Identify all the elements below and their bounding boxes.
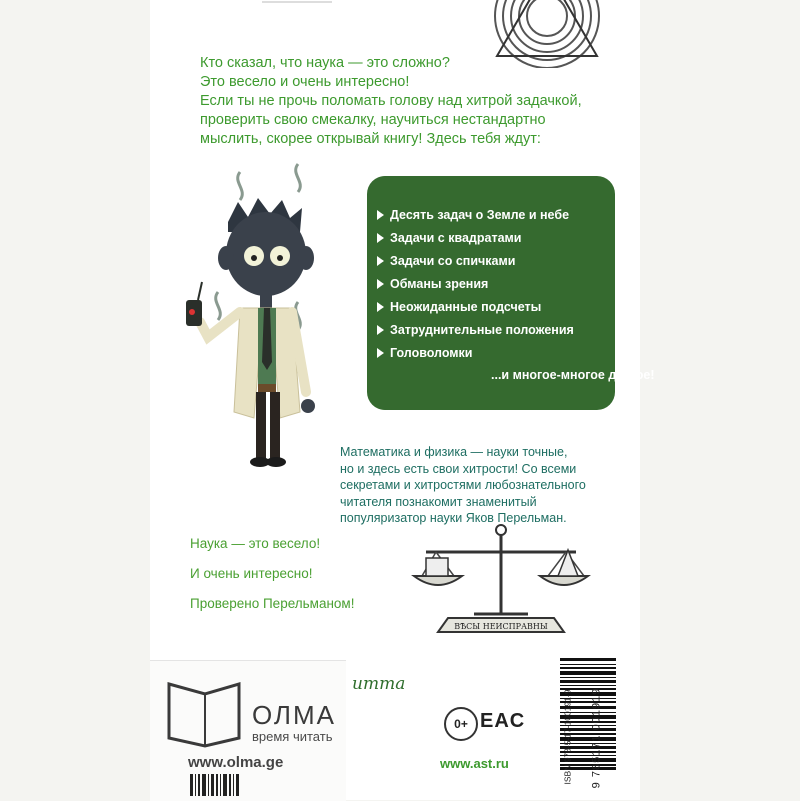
isbn-text: ISBN 978-5-17-100191-9	[562, 689, 573, 785]
barcode-digits: 9 785171 001919	[590, 687, 603, 789]
topic-item	[377, 342, 574, 365]
topic-item	[377, 250, 574, 273]
publisher-script-logo: итта	[352, 674, 406, 694]
topic-item	[377, 296, 574, 319]
description-line: Математика и физика — науки точные,	[340, 445, 568, 459]
description-line: секретами и хитростями любознательного	[340, 478, 586, 492]
bullet-arrow-icon	[377, 233, 384, 243]
description-line: но и здесь есть свои хитрости! Со всеми	[340, 461, 577, 476]
topics-more: ...и многое-многое другое!	[491, 368, 655, 382]
scientist-illustration	[178, 162, 338, 472]
topic-label: Обманы зрения	[390, 277, 489, 291]
balance-scale-illustration	[408, 518, 594, 642]
description-line: читателя познакомит знаменитый	[340, 494, 537, 509]
topic-item	[377, 204, 574, 227]
description-line: популяризатор науки Яков Перельман.	[340, 511, 567, 525]
bullet-arrow-icon	[377, 256, 384, 266]
contents-box	[367, 176, 655, 410]
topic-item	[377, 273, 574, 296]
slogans	[190, 536, 354, 626]
bullet-arrow-icon	[377, 279, 384, 289]
topic-item	[377, 319, 574, 342]
intro-line: Если ты не прочь поломать голову над хитрой задачкой,	[200, 93, 582, 109]
intro-line: Кто сказал, что наука — это сложно?	[200, 55, 450, 71]
topic-label: Неожиданные подсчеты	[390, 300, 542, 314]
intro-line: проверить свою смекалку, научиться нестандартно	[200, 112, 546, 128]
decorative-line	[262, 0, 332, 6]
topic-label: Десять задач о Земле и небе	[390, 208, 570, 222]
topic-label: Задачи со спичками	[390, 254, 516, 268]
sticker-barcode-strip	[190, 774, 250, 796]
eac-certification-mark: EAC	[480, 710, 526, 732]
olma-url: www.olma.ge	[188, 754, 284, 771]
olma-brand-name: ОЛМА	[252, 700, 336, 730]
bullet-arrow-icon	[377, 302, 384, 312]
intro-text	[200, 54, 620, 149]
scale-label: ВѢСЫ НЕИСПРАВНЫ	[454, 622, 548, 631]
topic-label: Задачи с квадратами	[390, 231, 522, 245]
book-stack-logo	[165, 680, 243, 750]
description-text	[340, 444, 640, 527]
publisher-url: www.ast.ru	[440, 756, 509, 771]
bullet-arrow-icon	[377, 348, 384, 358]
intro-line: мыслить, скорее открывай книгу! Здесь тебя ждут:	[200, 131, 541, 147]
bullet-arrow-icon	[377, 325, 384, 335]
slogan: И очень интересно!	[190, 566, 313, 581]
topic-item	[377, 227, 574, 250]
topic-label: Головоломки	[390, 346, 473, 360]
topics-list	[377, 204, 574, 365]
slogan: Наука — это весело!	[190, 536, 321, 551]
olma-tagline: время читать	[252, 729, 333, 744]
topic-label: Затруднительные положения	[390, 323, 574, 337]
intro-line: Это весело и очень интересно!	[200, 74, 410, 90]
slogan: Проверено Перельманом!	[190, 596, 355, 611]
bullet-arrow-icon	[377, 210, 384, 220]
age-rating-badge: 0+	[444, 707, 478, 741]
